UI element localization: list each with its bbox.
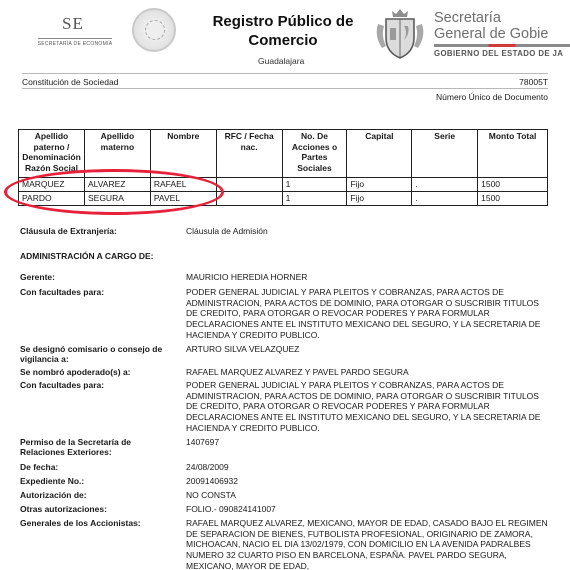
facultades-value: PODER GENERAL JUDICIAL Y PARA PLEITOS Y COBRANZAS, PARA ACTOS DE ADMINISTRACION, PARA ACTOS DE DOMINIO, PARA OTORGAR O SUSCRIBIR TITULOS DE CREDITO, PARA OTORGAR O REVOCAR PODERES Y PARA FORMULAR DECLARACIONES ANTE EL INSTITUTO MEXICANO DEL SEGURO, Y LA SECRETARIA DE HACIENDA Y CREDITO PUBLICO. (186, 287, 541, 340)
gerente-label: Gerente: (20, 272, 55, 282)
se-logo-rule (38, 38, 112, 39)
comisario-value: ARTURO SILVA VELAZQUEZ (186, 344, 300, 354)
table-cell: PARDO (19, 192, 85, 206)
document-city: Guadalajara (258, 56, 305, 66)
generales-value: RAFAEL MARQUEZ ALVAREZ, MEXICANO, MAYOR DE EDAD, CASADO BAJO EL REGIMEN DE SEPARACION DE BIENES, FUTBOLISTA PROFESIONAL, ORIGINARIO DE ZAMORA, MICHOACAN, NACIO EL DIA 13/02/1979, CON DOMICILIO EN LA AVENIDA PADRALBES NUMERO 32 CUARTO PISO EN BARCELONA, ESPAÑA. PAVEL PARDO SEGURA, MEXICANO, MAYOR DE EDAD, (186, 518, 548, 570)
secretaria-line3: GOBIERNO DEL ESTADO DE JA (434, 49, 564, 58)
fecha-value: 24/08/2009 (186, 462, 229, 472)
permiso-label: Permiso de la Secretaría de Relaciones Exteriores: (20, 437, 132, 457)
secretaria-line2: General de Gobie (434, 26, 549, 42)
table-cell: PAVEL (150, 192, 216, 206)
facultades-label: Con facultades para: (20, 287, 105, 297)
apoderados-value: RAFAEL MARQUEZ ALVAREZ Y PAVEL PARDO SEGURA (186, 367, 409, 377)
permiso-value: 1407697 (186, 437, 220, 447)
jalisco-shield-icon (372, 6, 428, 62)
extranjeria-label: Cláusula de Extranjería: (20, 226, 117, 236)
se-logo-letters: SE (62, 14, 84, 33)
document-divider (22, 88, 548, 89)
document-type-label: Constitución de Sociedad (22, 77, 119, 87)
column-header: Nombre (150, 130, 216, 178)
se-logo-caption: SECRETARÍA DE ECONOMÍA (37, 41, 113, 47)
table-cell: 1500 (478, 178, 548, 192)
secretaria-line1: Secretaría (434, 10, 501, 26)
table-cell: SEGURA (84, 192, 150, 206)
document-title-line1: Registro Público de (212, 13, 354, 30)
document-number: 78005T (519, 77, 548, 87)
table-cell (216, 192, 282, 206)
mexico-coat-of-arms-seal (132, 8, 176, 52)
column-header: No. De Acciones o Partes Sociales (282, 130, 347, 178)
column-header: Serie (412, 130, 478, 178)
document-title-line2: Comercio (248, 32, 318, 49)
table-cell: 1 (282, 178, 347, 192)
document-title (200, 12, 366, 50)
fecha-label: De fecha: (20, 462, 59, 472)
autorizacion-value: NO CONSTA (186, 490, 236, 500)
column-header: Monto Total (478, 130, 548, 178)
table-cell: MARQUEZ (19, 178, 85, 192)
table-cell: 1500 (478, 192, 548, 206)
extranjeria-value: Cláusula de Admisión (186, 226, 268, 236)
admin-section-title: ADMINISTRACIÓN A CARGO DE: (20, 251, 154, 261)
table-cell: . (412, 192, 478, 206)
expediente-label: Expediente No.: (20, 476, 85, 486)
se-logo (36, 14, 114, 50)
column-header: Apellido paterno / Denominación Razón Social (19, 130, 85, 178)
table-cell: ALVAREZ (84, 178, 150, 192)
apoderados-label: Se nombró apoderado(s) a: (20, 367, 131, 377)
comisario-label: Se designó comisario o consejo de vigilancia a: (20, 344, 163, 364)
expediente-value: 20091406932 (186, 476, 239, 486)
column-header: Apellido materno (84, 130, 150, 178)
column-header: RFC / Fecha nac. (216, 130, 282, 178)
table-cell: Fijo (347, 178, 412, 192)
highlight-oval (4, 169, 224, 215)
generales-label: Generales de los Accionistas: (20, 518, 141, 528)
table-cell: . (412, 178, 478, 192)
otras-label: Otras autorizaciones: (20, 504, 107, 514)
secretaria-general-logo (434, 10, 570, 58)
facultades-label: Con facultades para: (20, 380, 105, 390)
table-cell: Fijo (347, 192, 412, 206)
table-cell: 1 (282, 192, 347, 206)
nud-label: Número Único de Documento (436, 92, 548, 102)
gerente-value: MAURICIO HEREDIA HORNER (186, 272, 308, 282)
facultades-value: PODER GENERAL JUDICIAL Y PARA PLEITOS Y COBRANZAS, PARA ACTOS DE ADMINISTRACION, PARA ACTOS DE DOMINIO, PARA OTORGAR O SUSCRIBIR TITULOS DE CREDITO, PARA OTORGAR O REVOCAR PODERES Y PARA FORMULAR DECLARACIONES ANTE EL INSTITUTO MEXICANO DEL SEGURO, Y LA SECRETARIA DE HACIENDA Y CREDITO PUBLICO. (186, 380, 541, 433)
table-cell (216, 178, 282, 192)
otras-value: FOLIO.- 090824141007 (186, 504, 276, 514)
column-header: Capital (347, 130, 412, 178)
autorizacion-label: Autorización de: (20, 490, 87, 500)
header-divider (22, 73, 548, 74)
secretaria-color-bar (434, 44, 570, 47)
table-cell: RAFAEL (150, 178, 216, 192)
